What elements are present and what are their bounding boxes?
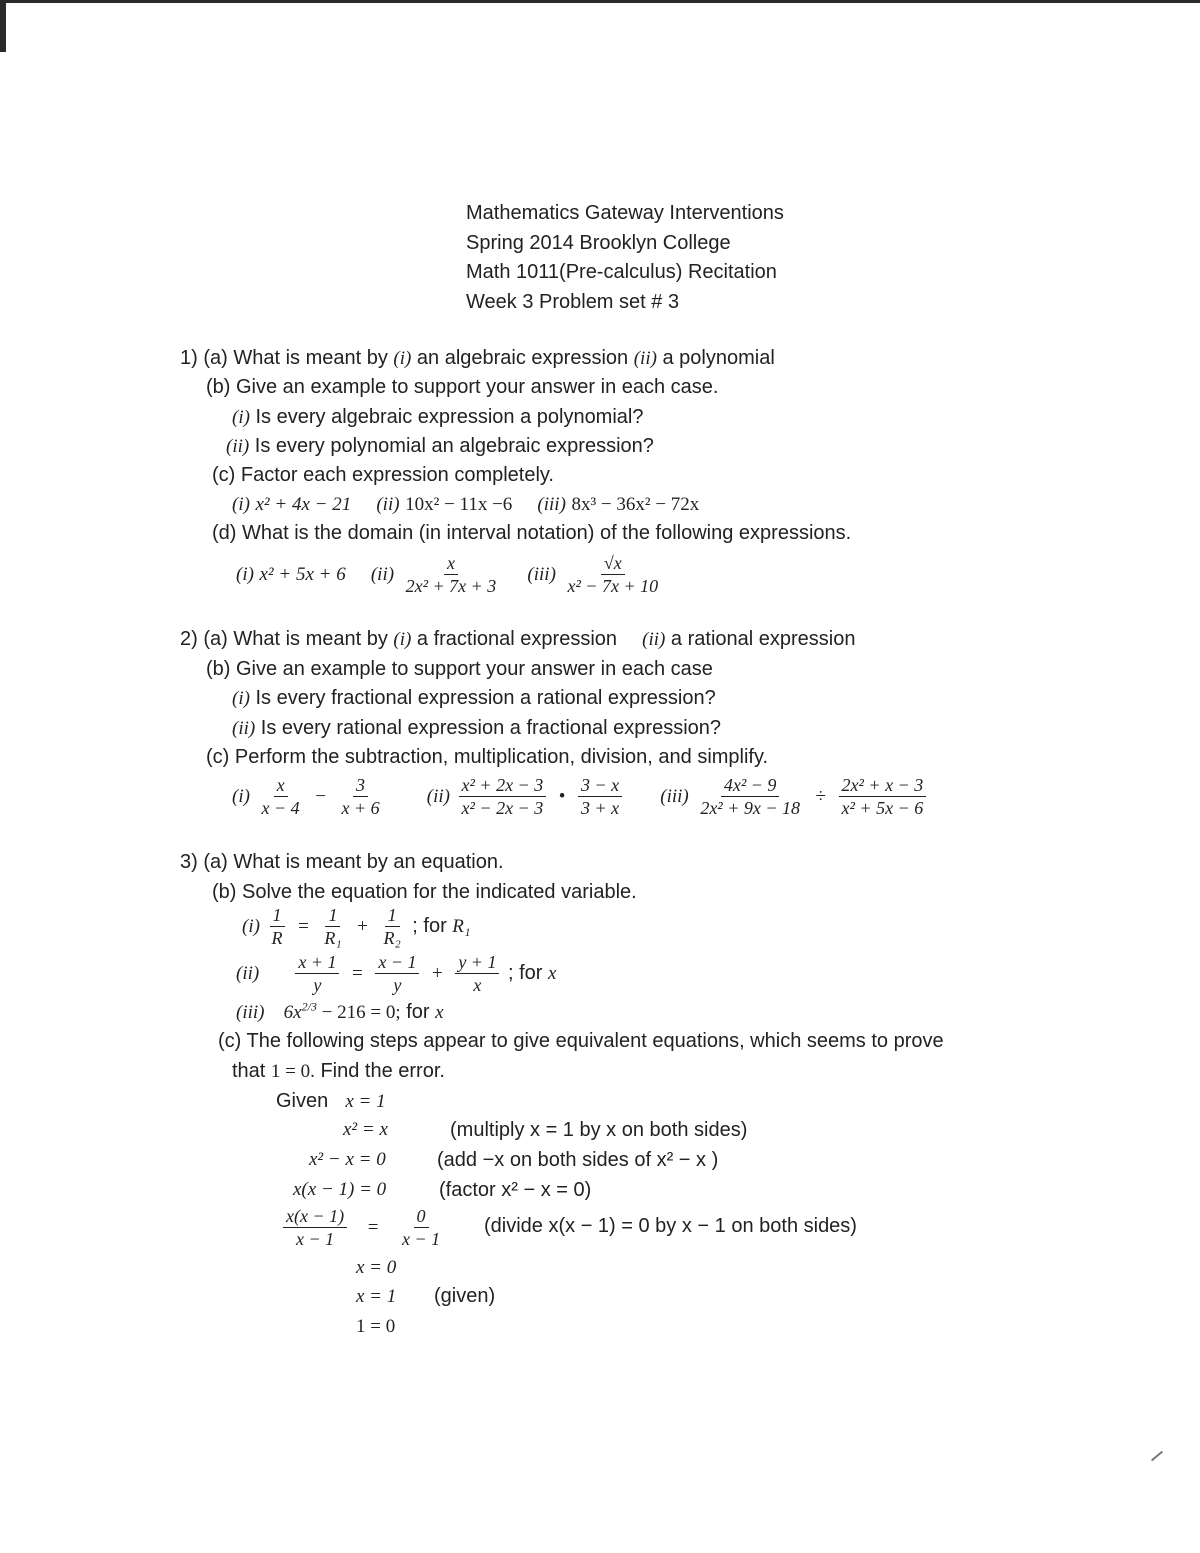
q1-c-i-expression: x² + 4x − 21 [255, 494, 352, 515]
header-program: Mathematics Gateway Interventions [466, 202, 784, 224]
q3-part-c-line-1: (c) The following steps appear to give equivalent equations, which seems to prove [218, 1030, 944, 1052]
q3-step-7-math: 1 = 0 [356, 1316, 396, 1337]
q2-c-i-fraction-2: $\frac{3}{x + 6}$ [341, 775, 380, 819]
q3-step-4-fraction-left: $\frac{x(x - 1)}{x - 1}$ [283, 1206, 347, 1249]
q3-b-iii-exponent: 2/3 [301, 999, 317, 1014]
q2-c-ii-fraction-1: $\frac{\text{x² + 2x − 3}}{\text{x² − 2x − 3}}$ [459, 775, 547, 818]
document-header [466, 199, 784, 317]
q3-step-6-math: x = 1 [356, 1286, 397, 1307]
q1-c-ii-expression: 10x² − 11x −6 [405, 494, 513, 515]
q2-c-iii-fraction-2: $\frac{\text{2x² + x − 3}}{\text{x² + 5x − 6}}$ [839, 775, 927, 818]
q3-part-b-i: (i) $\frac{1}{R}$ = $\frac{1}{\text{R₁}}$ + $\frac{1}{\text{R₂}}$ ; for R₁ [242, 905, 471, 949]
q3-part-a: 3) (a) What is meant by an equation. [180, 851, 504, 873]
stray-pen-mark [1151, 1451, 1163, 1462]
scan-border-left [0, 0, 6, 52]
q2-part-c: (c) Perform the subtraction, multiplication, division, and simplify. [206, 746, 769, 768]
q3-part-b-iii: (iii) $6x^{2/3} - 216 = 0$; for x [236, 999, 444, 1023]
q2-c-ii-fraction-2: $\frac{3 - x}{3 + x}$ [578, 775, 622, 818]
scan-border-top [0, 0, 1200, 3]
q3-step-5-math: x = 0 [356, 1257, 397, 1278]
q3-step-3-note: (factor x² − x = 0) [439, 1179, 592, 1201]
q1-d-iii-fraction: $\frac{√x}{\text{x² − 7x + 10}}$ [567, 553, 659, 597]
q3-part-c-line-2: that 1 = 0. Find the error. [232, 1060, 445, 1082]
header-course: Math 1011(Pre-calculus) Recitation [466, 261, 777, 283]
q1-part-b-i: (i) Is every algebraic expression a polynomial? [232, 406, 644, 428]
q1-c-iii-expression: 8x³ − 36x² − 72x [571, 494, 700, 515]
q2-part-b: (b) Give an example to support your answer in each case [206, 658, 713, 680]
q1-d-ii-fraction: $\frac{x}{\text{2x² + 7x + 3}}$ [405, 553, 497, 597]
q1-part-d-expressions: (i) x² + 5x + 6 (ii) $\frac{x}{\text{2x² + 7x + 3}}$ (iii) $\frac{√x}{\text{x² − 7x + 10}}$ [236, 552, 664, 597]
q1-part-c: (c) Factor each expression completely. [212, 464, 554, 486]
header-term: Spring 2014 Brooklyn College [466, 231, 731, 254]
q3-part-b: (b) Solve the equation for the indicated variable. [212, 881, 637, 903]
q3-step-4-note: (divide x(x − 1) = 0 by x − 1 on both sides) [484, 1215, 857, 1237]
q3-b-i-fraction-3: $\frac{1}{\text{R₂}}$ [383, 905, 401, 949]
q3-step-2-note: (add −x on both sides of x² − x ) [437, 1149, 719, 1171]
q1-part-a: 1) (a) What is meant by (i) an algebraic expression (ii) a polynomial [180, 347, 775, 369]
q3-step-3-math: x(x − 1) = 0 [293, 1179, 387, 1200]
q3-b-ii-fraction-1: $\frac{x + 1}{y}$ [295, 952, 339, 995]
q1-part-b-ii: (ii) Is every polynomial an algebraic expression? [226, 435, 654, 457]
q3-step-2-math: x² − x = 0 [309, 1149, 386, 1170]
q3-given-line: Given x = 1 [276, 1090, 386, 1112]
q3-step-4-fraction-right: $\frac{0}{x - 1}$ [401, 1206, 441, 1250]
q2-c-iii-fraction-1: $\frac{\text{4x² − 9}}{\text{2x² + 9x − 18}}$ [700, 775, 800, 819]
q1-part-d: (d) What is the domain (in interval notation) of the following expressions. [212, 522, 852, 544]
q3-step-6-note: (given) [434, 1285, 496, 1307]
q1-part-b: (b) Give an example to support your answer in each case. [206, 376, 719, 398]
q3-b-i-fraction-1: $\frac{1}{R}$ [271, 905, 283, 949]
q3-step-1-note: (multiply x = 1 by x on both sides) [450, 1119, 748, 1141]
q3-b-i-fraction-2: $\frac{1}{\text{R₁}}$ [324, 905, 342, 949]
q2-part-a: 2) (a) What is meant by (i) a fractional expression (ii) a rational expression [180, 628, 856, 650]
q3-b-ii-fraction-3: $\frac{y + 1}{x}$ [455, 952, 499, 995]
q3-b-ii-fraction-2: $\frac{x - 1}{y}$ [375, 952, 419, 995]
q3-step-1-math: x² = x [343, 1119, 388, 1140]
q2-part-c-expressions: (i) $\frac{x}{x - 4}$ − $\frac{3}{x + 6}$ (ii) $\frac{\text{x² + 2x − 3}}{\text{x² − 2x − 3}}$ • $\frac{3 - x}{3 + x}$ (iii) $\frac{\text{4x² − 9}}{\text{2x² + 9x − 18}}$ ÷ $\frac{\text{2x² + x − 3}}{\text{x² + 5x − 6}}$ [232, 773, 929, 820]
q3-part-b-ii: (ii) $\frac{x + 1}{y}$ = $\frac{x - 1}{y}$ + $\frac{y + 1}{x}$ ; for x [236, 952, 557, 996]
q2-part-b-ii: (ii) Is every rational expression a fractional expression? [232, 717, 722, 739]
q3-step-4-math: $\frac{x(x - 1)}{x - 1}$ = $\frac{0}{x - 1}$ [280, 1203, 446, 1252]
q2-c-i-fraction-1: $\frac{x}{x - 4}$ [261, 775, 300, 819]
q1-d-i-expression: x² + 5x + 6 [259, 564, 346, 585]
header-week: Week 3 Problem set # 3 [466, 290, 680, 313]
q2-part-b-i: (i) Is every fractional expression a rational expression? [232, 687, 716, 709]
q1-part-c-expressions: (i) x² + 4x − 21 (ii) 10x² − 11x −6 (iii) 8x³ − 36x² − 72x [232, 494, 700, 515]
